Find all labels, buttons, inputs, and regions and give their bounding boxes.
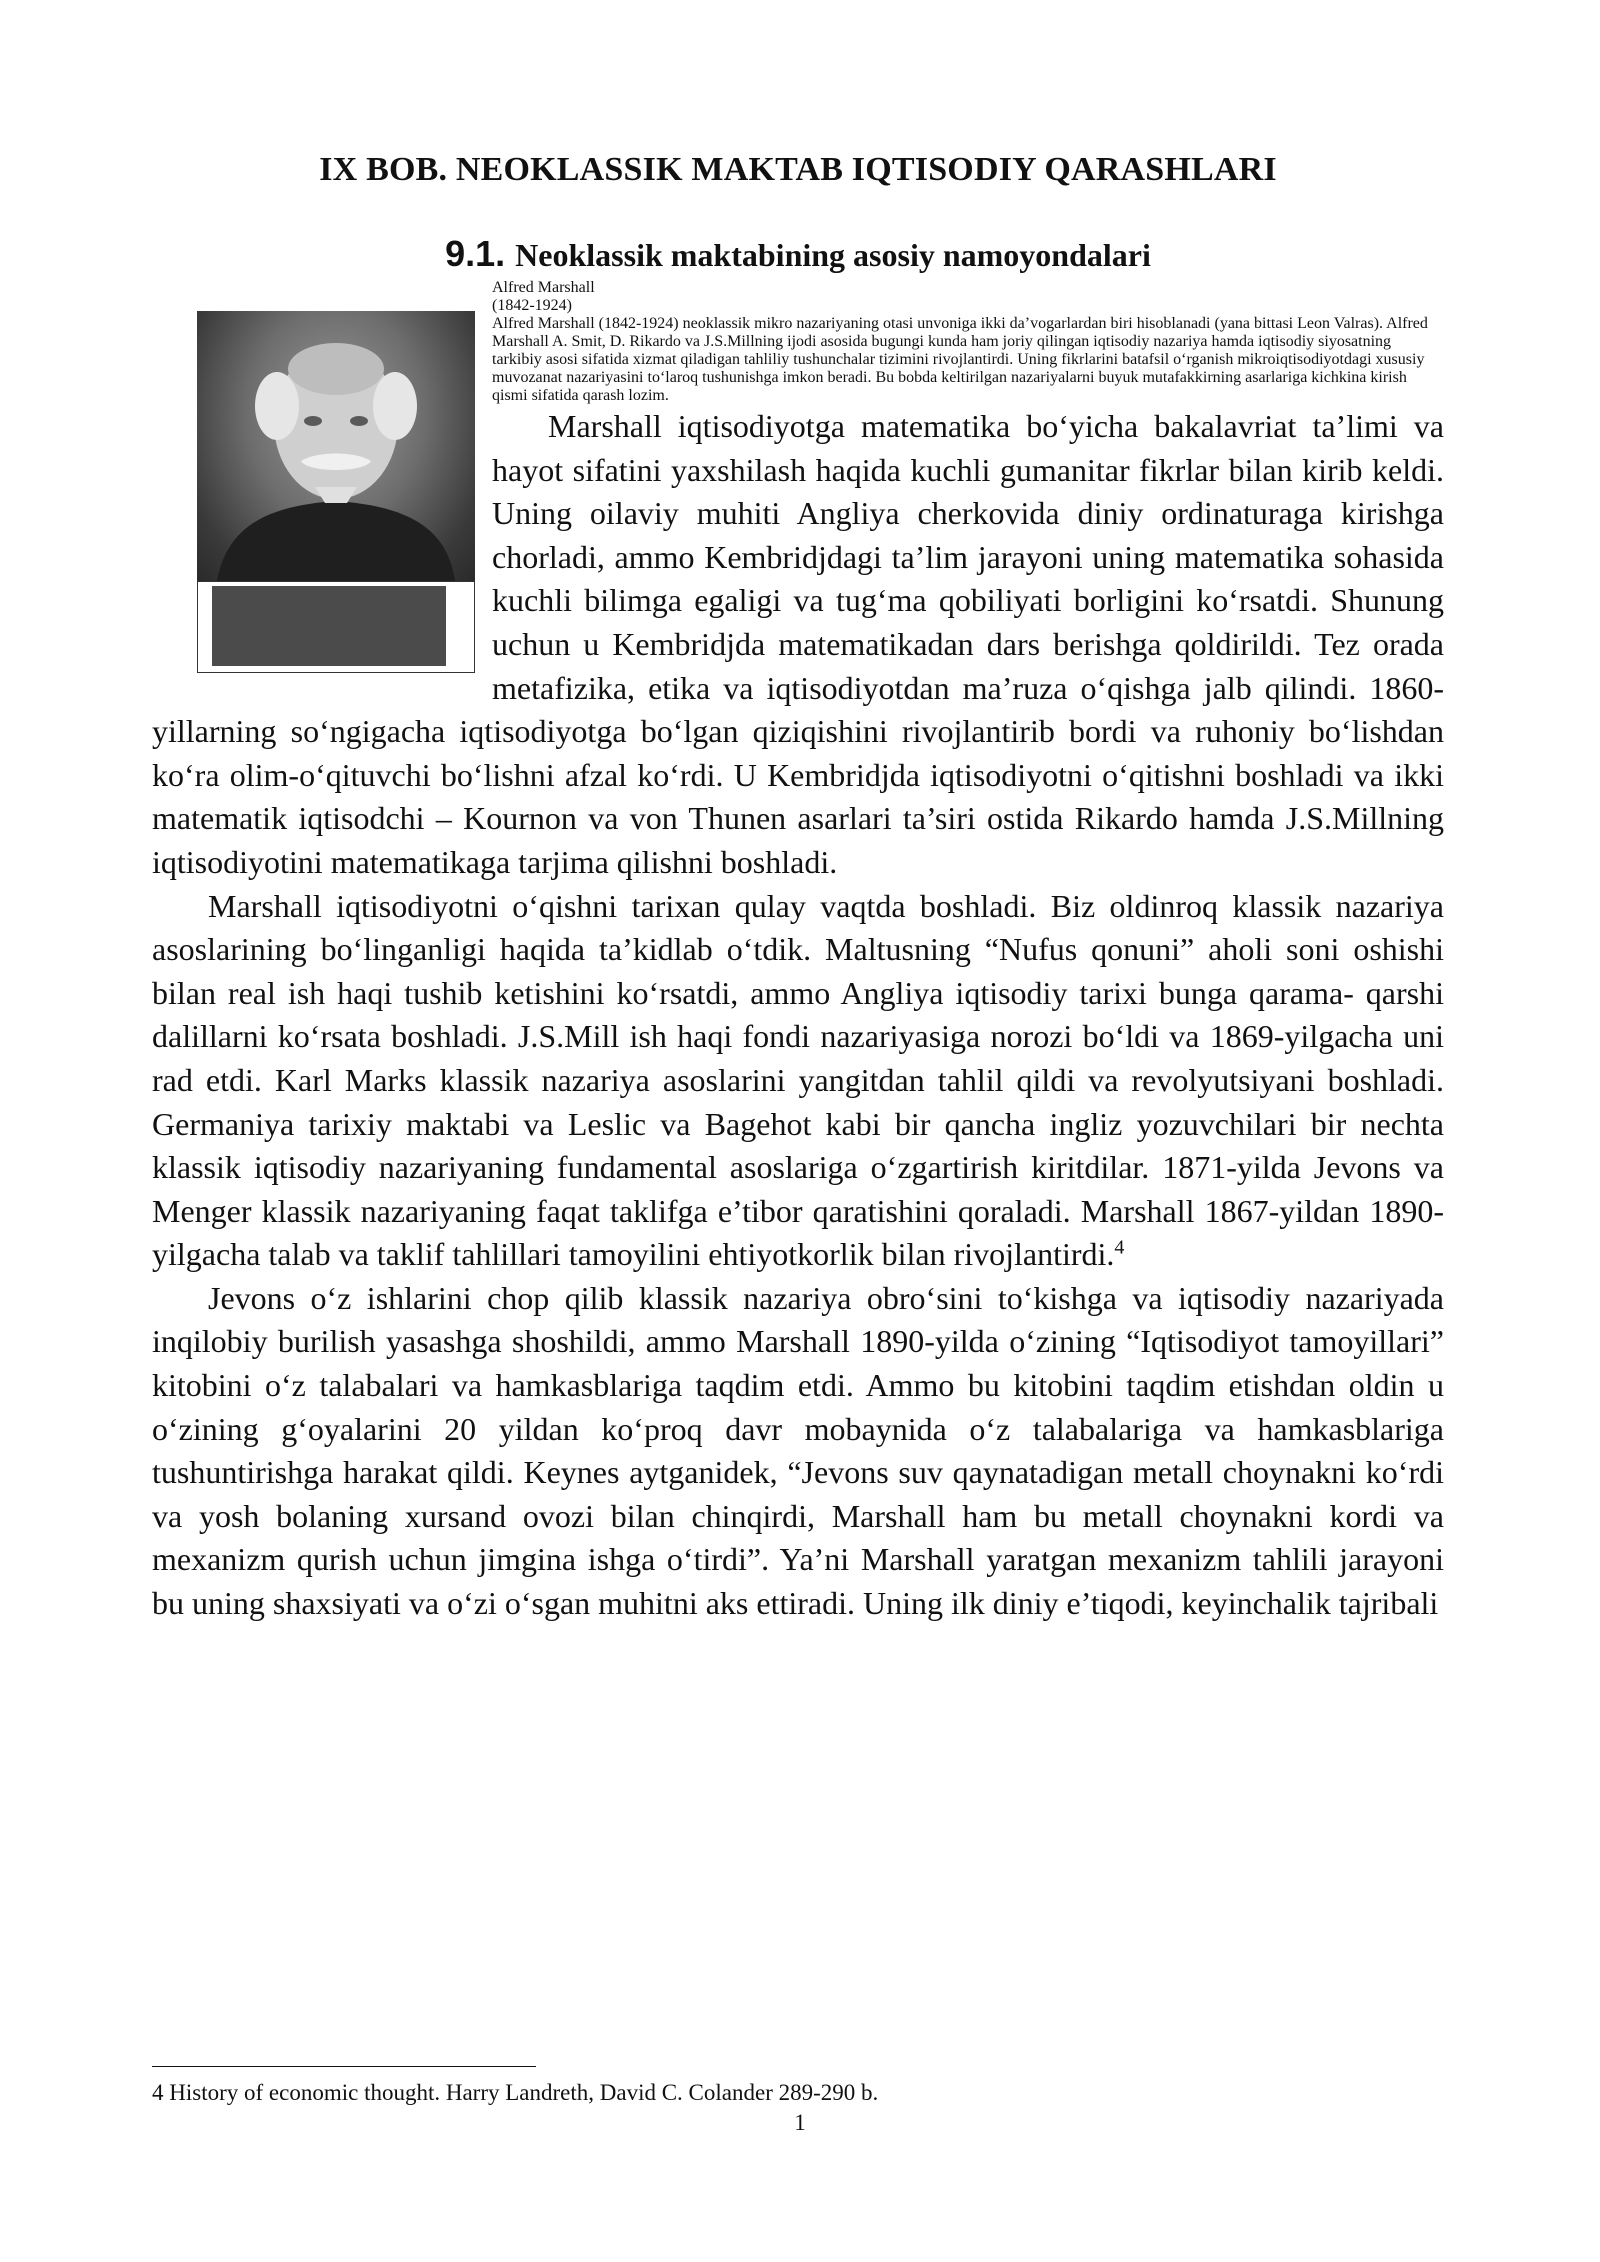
- paragraph-2: Marshall iqtisodiyotga matematika bo‘yicha bakalavriat ta’limi va hayot sifatini yaxshilash haqida kuchli gumanitar fikrlar bilan kirib keldi. Uning oilaviy muhiti Angliya cherkovida diniy ordinaturaga kirishga chorladi, ammo Kembridjdagi ta’lim jarayoni uning matematika sohasida kuchli bilimga egaligi va tug‘ma qobiliyati borligini ko‘rsatdi. Shunung uchun u Kembridjda matematikadan dars berishga qoldirildi. Tez orada metafizika, etika va iqtisodiyotdan ma’ruza o‘qishga jalb qilindi. 1860-yillarning so‘ngigacha iqtisodiyotga bo‘lgan qiziqishini rivojlantirib bordi va ruhoniy bo‘lishdan ko‘ra olim-o‘qituvchi bo‘lishni afzal ko‘rdi. U Kembridjda iqtisodiyotni o‘qitishni boshladi va ikki matematik iqtisodchi – Kournon va von Thunen asarlari ta’siri ostida Rikardo hamda J.S.Millning iqtisodiyotini matematikaga tarjima qilishni boshladi.: [152, 408, 1444, 880]
- page-number: 1: [794, 2110, 806, 2135]
- footnote: 4 History of economic thought. Harry Landreth, David C. Colander 289-290 b.: [152, 2080, 879, 2105]
- paragraph-4: Jevons o‘z ishlarini chop qilib klassik nazariya obro‘sini to‘kishga va iqtisodiy nazariyada inqilobiy burilish yasashga shoshildi, ammo Marshall 1890-yilda o‘zining “Iqtisodiyot tamoyillari” kitobini o‘z talabalari va hamkasblariga taqdim etdi. Ammo bu kitobini taqdim etishdan oldin u o‘zining g‘oyalarini 20 yildan ko‘proq davr mobaynida o‘z talabalariga va hamkasblariga tushuntirishga harakat qildi. Keynes aytganidek, “Jevons suv qaynatadigan metall choynakni ko‘rdi va yosh bolaning xursand ovozi bilan chinqirdi, Marshall ham bu metall choynakni kordi va mexanizm qurish uchun jimgina ishga o‘tirdi”. Ya’ni Marshall yaratgan mexanizm tahlili jarayoni bu uning shaxsiyati va o‘zi o‘sgan muhitni aks ettiradi. Uning ilk diniy e’tiqodi, keyinchalik tajribali: [152, 1279, 1444, 1622]
- paragraph-3: [152, 885, 1444, 1277]
- chapter-title: IX BOB. NEOKLASSIK MAKTAB IQTISODIY QARASHLARI: [319, 151, 1277, 188]
- section-heading: [152, 234, 1444, 275]
- caption-name: Alfred Marshall: [492, 279, 595, 296]
- footnote-reference[interactable]: 4: [1114, 1236, 1125, 1259]
- caption-label: [212, 586, 446, 666]
- section-title: Neoklassik maktabining asosiy namoyondalari: [515, 237, 1151, 273]
- caption-years: (1842-1924): [492, 297, 572, 314]
- section-number: 9.1.: [445, 233, 506, 274]
- portrait-photo: [197, 311, 475, 581]
- paragraph-3-text: Marshall iqtisodiyotni o‘qishni tarixan qulay vaqtda boshladi. Biz oldinroq klassik nazariya asoslarining bo‘linganligi haqida ta’kidlab o‘tdik. Maltusning “Nufus qonuni” aholi soni oshishi bilan real ish haqi tushib ketishini ko‘rsatdi, ammo Angliya iqtisodiy tarixi bunga qarama- qarshi dalillarni ko‘rsata boshladi. J.S.Mill ish haqi fondi nazariyasiga norozi bo‘ldi va 1869-yilgacha uni rad etdi. Karl Marks klassik nazariya asoslarini yangitdan tahlil qildi va revolyutsiyani boshladi. Germaniya tarixiy maktabi va Leslic va Bagehot kabi bir qancha ingliz yozuvchilari bir nechta klassik iqtisodiy nazariyaning fundamental asoslariga o‘zgartirish kiritdilar. 1871-yilda Jevons va Menger klassik nazariyaning faqat taklifga e’tibor qaratishini qoraladi. Marshall 1867-yildan 1890- yilgacha talab va taklif tahlillari tamoyilini ehtiyotkorlik bilan rivojlantirdi.: [152, 887, 1444, 1273]
- document-page: [152, 150, 1444, 1626]
- footnote-divider: [152, 2066, 536, 2067]
- portrait-caption: [197, 581, 475, 673]
- portrait-illustration: [197, 311, 475, 581]
- portrait-figure: [152, 295, 492, 695]
- paragraph-1-text: Alfred Marshall (1842-1924) neoklassik mikro nazariyaning otasi unvoniga ikki da’vogarlardan biri hisoblanadi (yana bittasi Leon Valras). Alfred Marshall A. Smit, D. Rikardo va J.S.Millning ijodi asosida bugungi kunda ham joriy qilingan iqtisodiy nazariya hamda iqtisodiy siyosatning tarkibiy asosi sifatida xizmat qiladigan tahliliy tushunchalar tizimini rivojlantirdi. Uning fikrlarini batafsil o‘rganish mikroiqtisodiyotdagi xususiy muvozanat nazariyasini to‘laroq tushunishga imkon beradi. Bu bobda keltirilgan nazariyalarni buyuk mutafakkirning asarlariga kichkina kirish qismi sifatida qarash lozim.: [492, 315, 1428, 404]
